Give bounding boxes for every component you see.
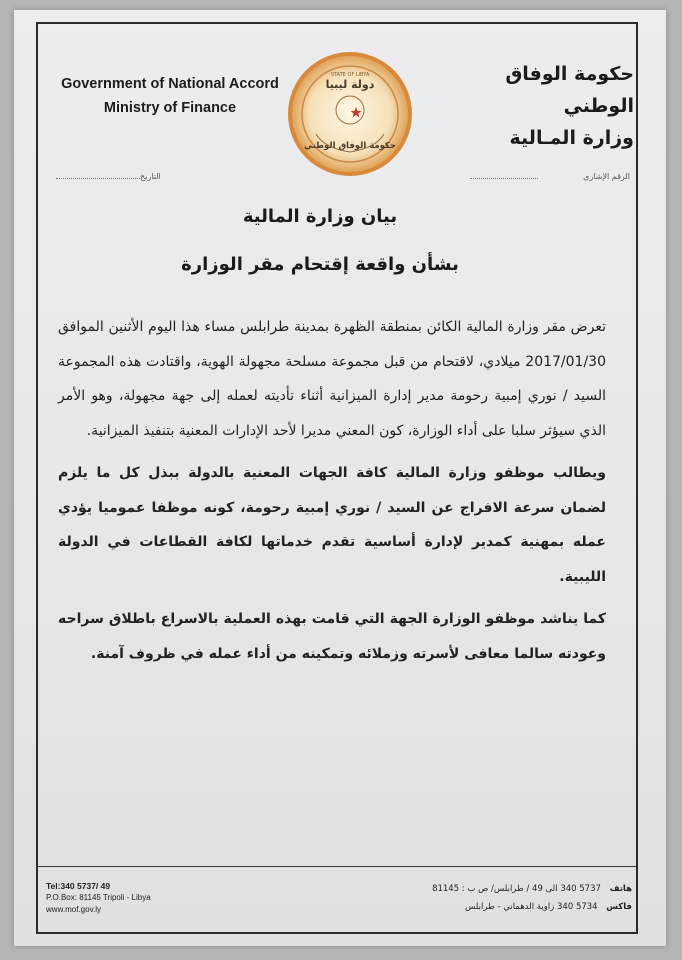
reference-dotted-line bbox=[470, 178, 538, 179]
fax-value: 5734 340 زاوية الدهماني - طرابلس bbox=[464, 902, 598, 912]
statement-title: بيان وزارة المالية bbox=[242, 206, 398, 227]
telephone-text: Tel:340 5737/ 49 bbox=[46, 881, 111, 891]
reference-number-label: الرقم الإشاري bbox=[583, 172, 630, 181]
english-ministry-name: Ministry of Finance bbox=[103, 100, 237, 116]
arabic-contact-block bbox=[392, 880, 632, 916]
statement-body bbox=[58, 310, 606, 679]
po-box-text: P.O.Box: 81145 Tripoli - Libya bbox=[46, 893, 151, 902]
libya-state-seal bbox=[286, 50, 414, 178]
english-contact-block bbox=[46, 880, 151, 916]
website-text: www.mof.gov.ly bbox=[46, 905, 101, 914]
paragraph-appeal: كما يناشد موظفو الوزارة الجهة التي قامت بهذه العملية بالاسراع باطلاق سراحه وعودته سالما معافى لأسرته وزملائه وتمكينه من أداء عمله في ظروف آمنة. bbox=[58, 611, 606, 662]
seal-ring-text: حكومة الوفاق الوطني bbox=[303, 141, 397, 151]
date-dotted-line bbox=[56, 178, 140, 179]
arabic-phone-row bbox=[392, 880, 632, 898]
arabic-ministry-name: وزارة المـالية bbox=[509, 127, 634, 149]
paragraph-demand: ويطالب موظفو وزارة المالية كافة الجهات المعنية بالدولة ببذل كل ما يلزم لضمان سرعة الافراج عن السيد / نوري إمبية رحومة، كونه موظفا عموميا يؤدي عمله بمهنية كمدير لإدارة أساسية تقدم خدماتها لكافة القطاعات في الدولة الليبية. bbox=[58, 465, 606, 585]
statement-subtitle: بشأن واقعة إقتحام مقر الوزارة bbox=[181, 254, 459, 275]
seal-center-text: دولة ليبيا bbox=[325, 78, 375, 91]
seal-top-text: STATE OF LIBYA bbox=[330, 72, 370, 78]
fax-label: فاكس bbox=[606, 902, 632, 912]
phone-label: هاتف bbox=[609, 884, 632, 894]
arabic-fax-row bbox=[392, 898, 632, 916]
arabic-government-name: حكومة الوفاق الوطني bbox=[505, 63, 634, 117]
english-government-name: Government of National Accord bbox=[61, 76, 279, 92]
phone-value: 5737 340 الى 49 / طرابلس/ ص ب : 81145 bbox=[432, 884, 601, 894]
arabic-letterhead bbox=[434, 58, 634, 154]
paragraph-incident: تعرض مقر وزارة المالية الكائن بمنطقة الظهرة بمدينة طرابلس مساء هذا اليوم الأثنين الموافق 2017/01/30 ميلادي، لاقتحام من قبل مجموعة مسلحة مجهولة الهوية، واقتادت هذه المجموعة السيد / نوري إمبية رحومة مدير إدارة الميزانية أثناء تأديته لعمله إلى جهة مجهولة، وهو الأمر الذي سيؤثر سلبا على أداء الوزارة، كون المعني مديرا لأحد الإدارات المعنية بتنفيذ الميزانية. bbox=[58, 319, 606, 439]
footer-divider bbox=[38, 866, 636, 867]
date-label: التاريخ bbox=[140, 172, 161, 181]
english-letterhead bbox=[50, 72, 290, 120]
